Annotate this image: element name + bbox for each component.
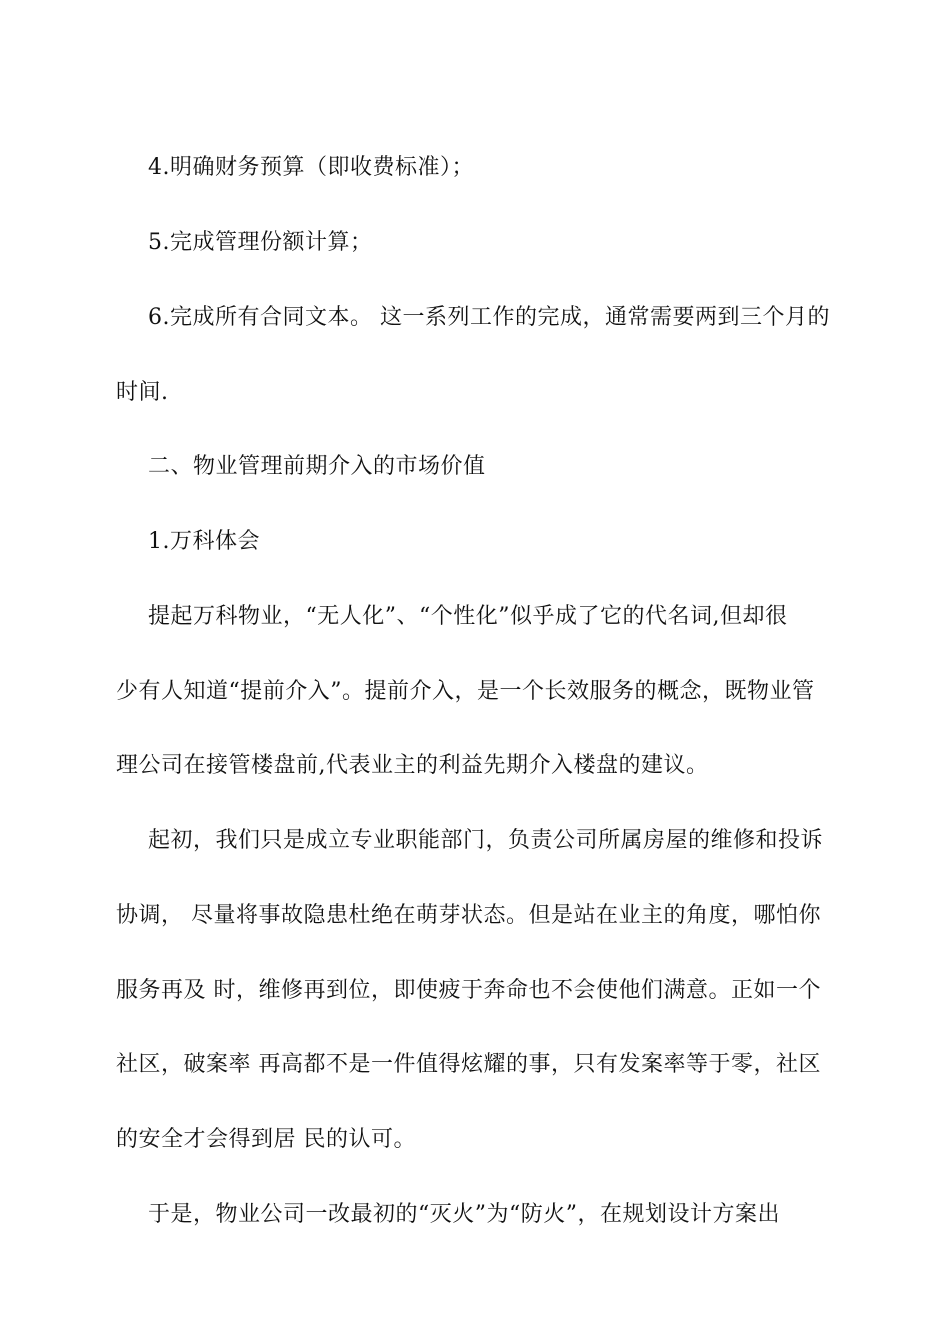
list-item-4: 4.明确财务预算（即收费标准）；: [148, 155, 474, 180]
paragraph-line: 服务再及 时，维修再到位，即使疲于奔命也不会使他们满意。正如一个: [116, 978, 821, 1003]
paragraph-line: 少有人知道“提前介入”。提前介入，是一个长效服务的概念，既物业管: [116, 679, 815, 704]
paragraph-line: 时间.: [116, 380, 169, 405]
paragraph-line: 协调， 尽量将事故隐患杜绝在萌芽状态。但是站在业主的角度，哪怕你: [116, 903, 821, 928]
subsection-heading: 1.万科体会: [148, 529, 260, 554]
paragraph-line: 社区，破案率 再高都不是一件值得炫耀的事，只有发案率等于零，社区: [116, 1052, 821, 1077]
paragraph-line: 的安全才会得到居 民的认可。: [116, 1127, 416, 1152]
paragraph-line: 提起万科物业，“无人化”、“个性化”似乎成了它的代名词,但却很: [148, 604, 788, 629]
paragraph-line: 于是，物业公司一改最初的“灭火”为“防火”，在规划设计方案出: [148, 1202, 780, 1227]
list-item-6: 6.完成所有合同文本。 这一系列工作的完成，通常需要两到三个月的: [148, 305, 830, 330]
paragraph-line: 起初，我们只是成立专业职能部门，负责公司所属房屋的维修和投诉: [148, 828, 824, 853]
section-heading: 二、物业管理前期介入的市场价值: [148, 454, 486, 479]
paragraph-line: 理公司在接管楼盘前,代表业主的利益先期介入楼盘的建议。: [116, 753, 709, 778]
list-item-5: 5.完成管理份额计算；: [148, 230, 373, 255]
